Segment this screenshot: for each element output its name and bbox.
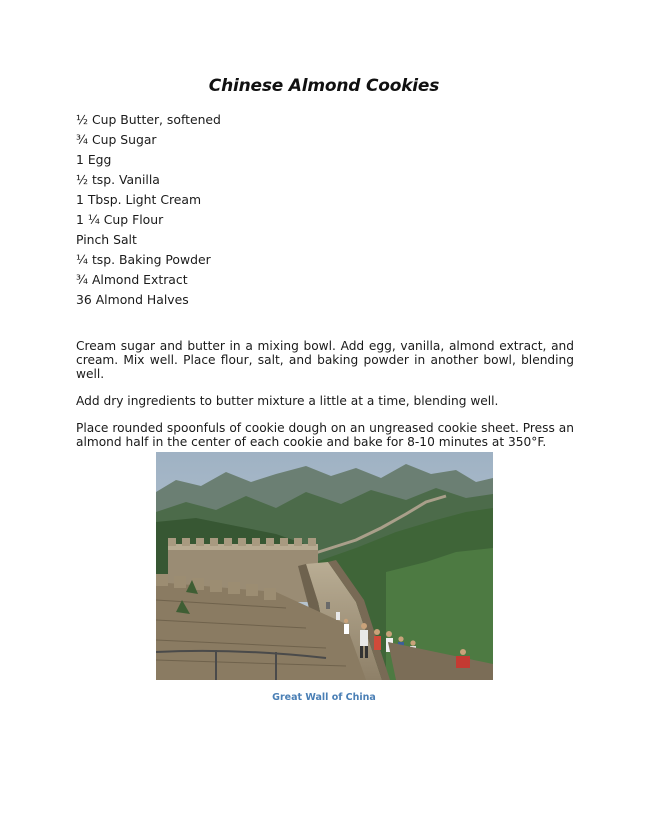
ingredient-item: 1 ¼ Cup Flour xyxy=(76,212,164,227)
instruction-paragraph: Add dry ingredients to butter mixture a little at a time, blending well. xyxy=(76,394,499,408)
ingredient-item: ½ Cup Butter, softened xyxy=(76,112,221,127)
recipe-title: Chinese Almond Cookies xyxy=(208,76,440,96)
great-wall-illustration xyxy=(156,452,493,680)
great-wall-photo xyxy=(156,452,493,680)
ingredient-item: 36 Almond Halves xyxy=(76,292,189,307)
ingredient-item: ½ tsp. Vanilla xyxy=(76,172,160,187)
instruction-paragraph: Cream sugar and butter in a mixing bowl. Add egg, vanilla, almond extract, and cream. Mix well. Place flour, salt, and baking powder in another bowl, blending well. xyxy=(76,339,574,381)
ingredient-list xyxy=(76,110,221,310)
ingredient-item: Pinch Salt xyxy=(76,232,137,247)
ingredient-item: 1 Tbsp. Light Cream xyxy=(76,192,202,207)
instruction-paragraph: Place rounded spoonfuls of cookie dough on an ungreased cookie sheet. Press an almond half in the center of each cookie and bake for 8-10 minutes at 350°F. xyxy=(76,421,574,449)
photo-caption: Great Wall of China xyxy=(272,692,376,703)
ingredient-item: ¼ tsp. Baking Powder xyxy=(76,252,211,267)
instructions xyxy=(76,339,574,462)
ingredient-item: 1 Egg xyxy=(76,152,112,167)
ingredient-item: ¾ Almond Extract xyxy=(76,272,188,287)
ingredient-item: ¾ Cup Sugar xyxy=(76,132,157,147)
